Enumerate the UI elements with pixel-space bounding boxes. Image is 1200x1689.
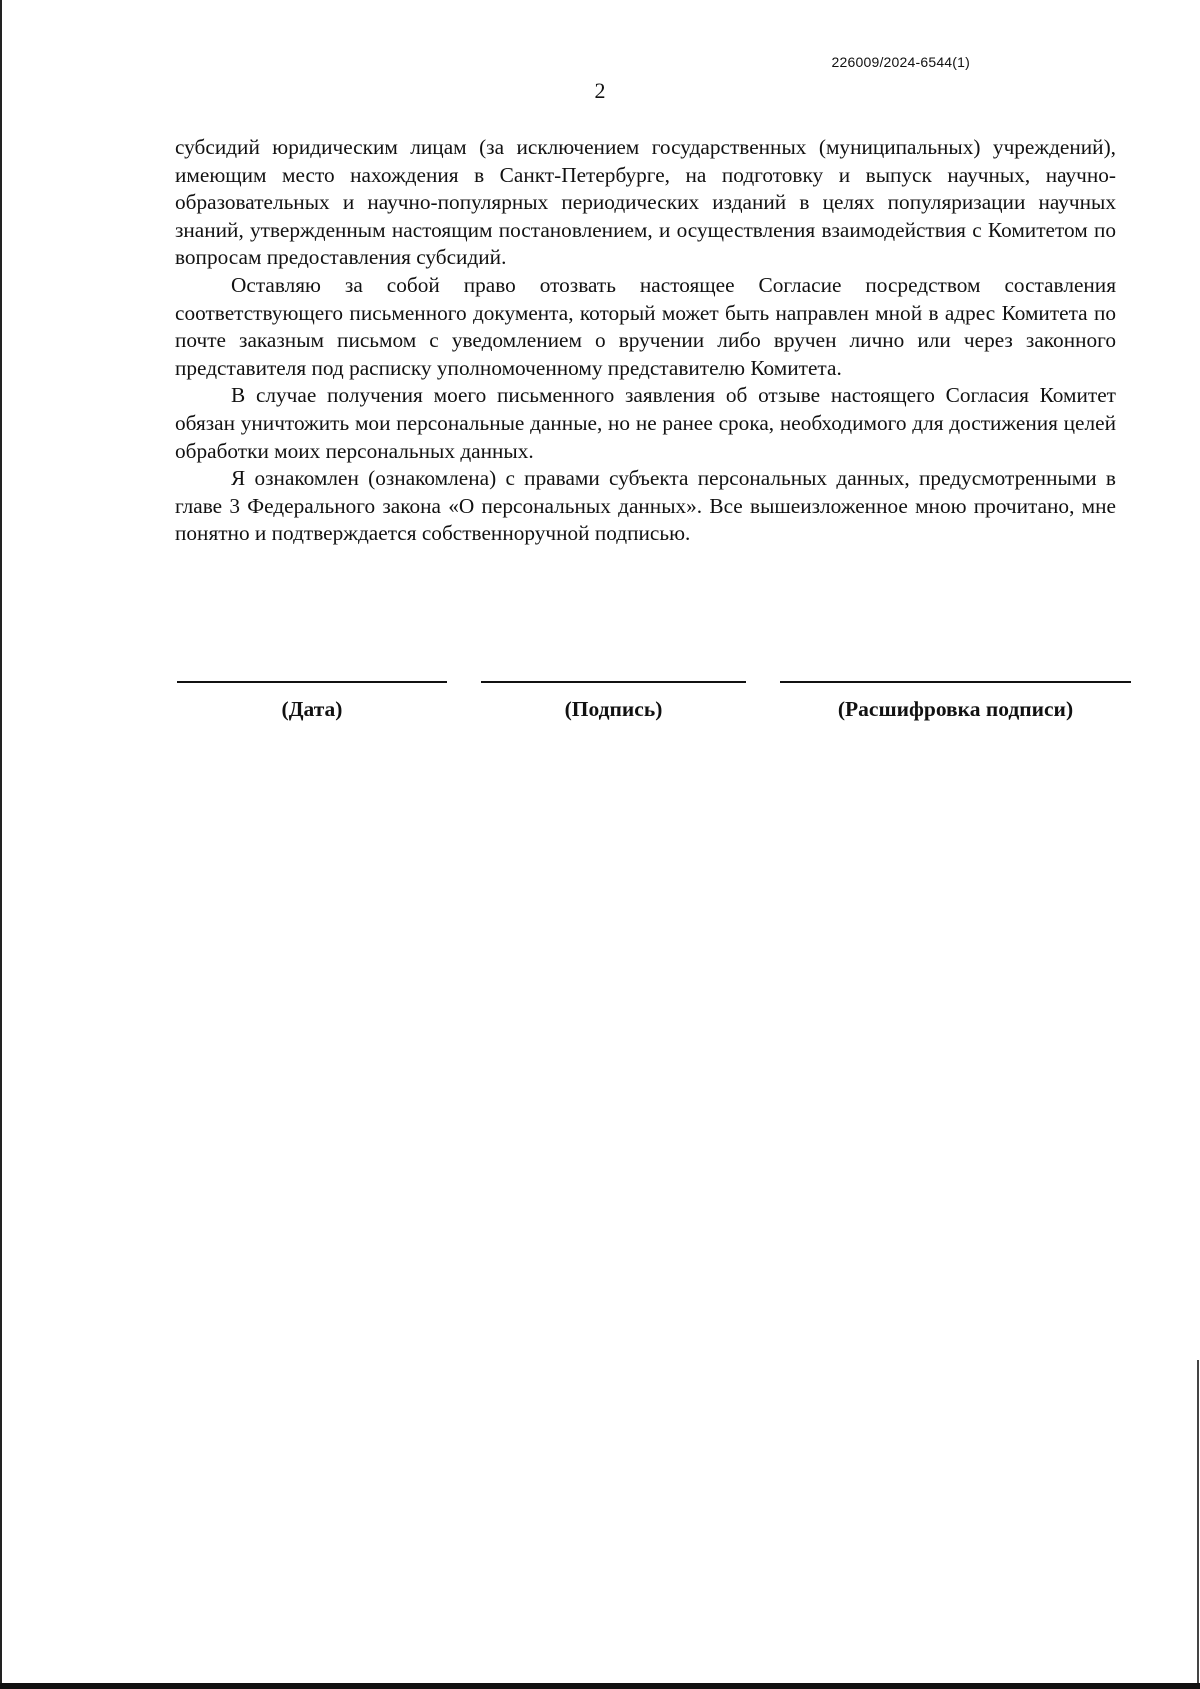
paragraph-revocation-procedure: В случае получения моего письменного заявления об отзыве настоящего Согласия Комитет обязан уничтожить мои персональные данные, но не ранее срока, необходимого для достижения целей обработки моих персональных данных. [175, 383, 1116, 463]
page-number: 2 [594, 78, 606, 103]
signature-line [481, 681, 746, 683]
scan-edge-bottom [0, 1683, 1200, 1689]
decoding-line [780, 681, 1131, 683]
paragraph-revocation-right: Оставляю за собой право отозвать настоящее Согласие посредством составления соответствующего письменного документа, который может быть направлен мной в адрес Комитета по почте заказным письмом с уведомлением о вручении либо вручен лично или через законного представителя под расписку уполномоченному представителю Комитета. [175, 272, 1116, 380]
scan-edge-right [1197, 1360, 1199, 1689]
document-registration-number: 226009/2024-6544(1) [831, 54, 970, 70]
signature-label: (Подпись) [564, 697, 663, 721]
paragraph-acknowledgement: Я ознакомлен (ознакомлена) с правами субъекта персональных данных, предусмотренными в главе 3 Федерального закона «О персональных данных». Все вышеизложенное мною прочитано, мне понятно и подтверждается собственноручной подписью. [175, 466, 1116, 546]
scan-edge-left [0, 0, 2, 1689]
date-line [177, 681, 447, 683]
signature-decoding-label: (Расшифровка подписи) [837, 697, 1074, 721]
document-body [175, 134, 1116, 548]
date-label: (Дата) [281, 697, 343, 721]
paragraph-continuation: субсидий юридическим лицам (за исключением государственных (муниципальных) учреждений), имеющим место нахождения в Санкт-Петербурге, на подготовку и выпуск научных, научно-образовательных и научно-популярных периодических изданий в целях популяризации научных знаний, утвержденным настоящим постановлением, и осуществления взаимодействия с Комитетом по вопросам предоставления субсидий. [175, 135, 1116, 270]
